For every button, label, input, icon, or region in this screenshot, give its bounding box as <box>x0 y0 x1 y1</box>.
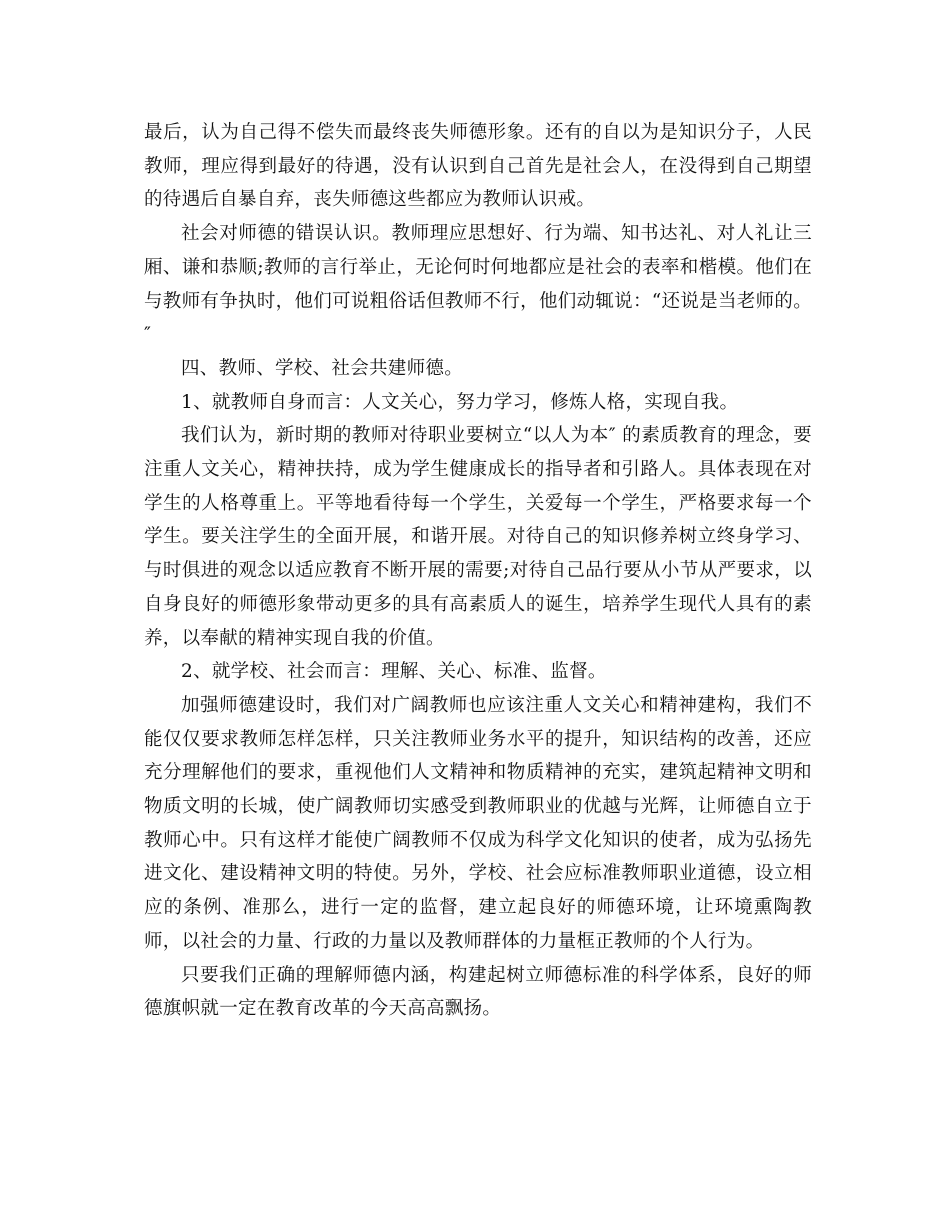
document-body <box>144 116 812 1026</box>
subheading-1: 1、就教师自身而言：人文关心，努力学习，修炼人格，实现自我。 <box>181 391 739 413</box>
paragraph-1: 最后，认为自己得不偿失而最终丧失师德形象。还有的自以为是知识分子，人民教师，理应得到最好的待遇，没有认识到自己首先是社会人，在没得到自己期望的待遇后自暴自弃，丧失师德这些都应为教师认识戒。 <box>144 122 812 211</box>
paragraph-3: 我们认为，新时期的教师对待职业要树立“以人为本″ 的素质教育的理念，要注重人文关心，精神扶持，成为学生健康成长的指导者和引路人。具体表现在对学生的人格尊重上。平等地看待每一个学生，关爱每一个学生，严格要求每一个学生。要关注学生的全面开展，和谐开展。对待自己的知识修养树立终身学习、与时俱进的观念以适应教育不断开展的需要;对待自己品行要从小节从严要求，以自身良好的师德形象带动更多的具有高素质人的诞生，培养学生现代人具有的素养，以奉献的精神实现自我的价值。 <box>144 425 812 649</box>
paragraph-2: 社会对师德的错误认识。教师理应思想好、行为端、知书达礼、对人礼让三厢、谦和恭顺;教师的言行举止，无论何时何地都应是社会的表率和楷模。他们在与教师有争执时，他们可说粗俗话但教师不行，他们动辄说：“还说是当老师的。″ <box>144 223 812 346</box>
section-heading-4: 四、教师、学校、社会共建师德。 <box>181 357 464 379</box>
subheading-2: 2、就学校、社会而言：理解、关心、标准、监督。 <box>181 661 607 683</box>
paragraph-4: 加强师德建设时，我们对广阔教师也应该注重人文关心和精神建构，我们不能仅仅要求教师怎样怎样，只关注教师业务水平的提升，知识结构的改善，还应充分理解他们的要求，重视他们人文精神和物质精神的充实，建筑起精神文明和物质文明的长城，使广阔教师切实感受到教师职业的优越与光辉，让师德自立于教师心中。只有这样才能使广阔教师不仅成为科学文化知识的使者，成为弘扬先进文化、建设精神文明的特使。另外，学校、社会应标准教师职业道德，设立相应的条例、准那么，进行一定的监督，建立起良好的师德环境，让环境熏陶教师，以社会的力量、行政的力量以及教师群体的力量框正教师的个人行为。 <box>144 694 812 952</box>
paragraph-5: 只要我们正确的理解师德内涵，构建起树立师德标准的科学体系，良好的师德旗帜就一定在教育改革的今天高高飘扬。 <box>144 964 812 1020</box>
